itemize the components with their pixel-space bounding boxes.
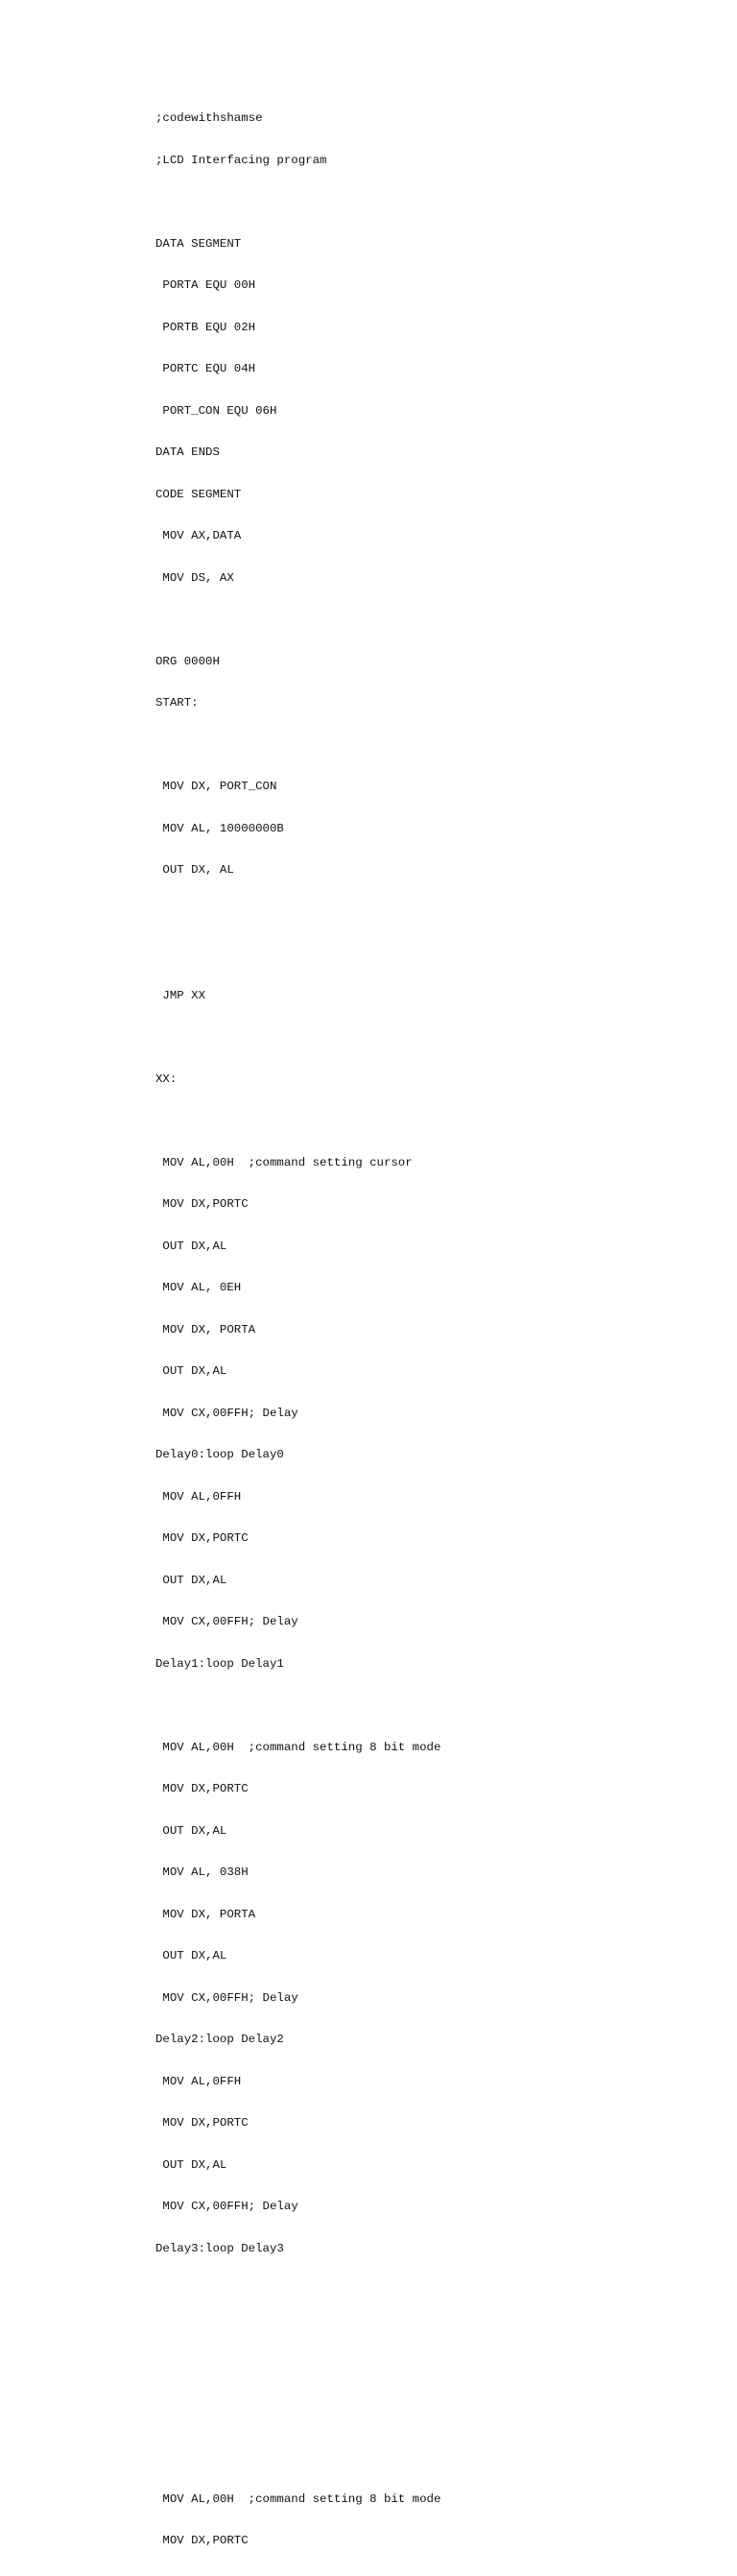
code-line [155, 2325, 693, 2340]
code-line: MOV AL,0FFH [155, 2074, 242, 2088]
code-line: MOV DS, AX [155, 570, 234, 585]
code-line: MOV CX,00FFH; Delay [155, 1990, 298, 2005]
code-line: XX: [155, 1071, 178, 1086]
code-line [155, 905, 693, 920]
code-line [155, 1114, 693, 1128]
code-line: START: [155, 696, 199, 710]
code-line: PORTA EQU 00H [155, 278, 256, 292]
code-line: MOV AL, 10000000B [155, 821, 284, 835]
code-line [155, 1030, 693, 1045]
code-line: PORTB EQU 02H [155, 320, 256, 334]
code-line: CODE SEGMENT [155, 487, 242, 501]
code-line [155, 738, 693, 753]
code-line: OUT DX,AL [155, 1823, 227, 1838]
code-line [155, 2450, 693, 2465]
code-line: OUT DX,AL [155, 1573, 227, 1587]
code-line: MOV DX, PORTA [155, 1322, 256, 1336]
code-line: MOV CX,00FFH; Delay [155, 1615, 298, 1628]
code-line: MOV DX,PORTC [155, 2116, 249, 2130]
code-line: MOV DX,PORTC [155, 1782, 249, 1795]
code-line: JMP XX [155, 988, 206, 1002]
code-line: MOV AL,00H ;command setting 8 bit mode [155, 2492, 441, 2506]
code-line: DATA ENDS [155, 445, 220, 459]
code-line: OUT DX, AL [155, 863, 234, 877]
code-line [155, 1698, 693, 1713]
code-line: MOV AL, 038H [155, 1866, 249, 1879]
code-line [155, 613, 693, 627]
code-line: MOV AL, 0EH [155, 1281, 242, 1294]
code-line: Delay2:loop Delay2 [155, 2033, 284, 2046]
code-line: MOV AL,0FFH [155, 1489, 242, 1504]
code-line: OUT DX,AL [155, 2157, 227, 2172]
code-line [155, 2283, 693, 2298]
code-line: MOV DX,PORTC [155, 2534, 249, 2547]
code-line: OUT DX,AL [155, 1239, 227, 1253]
code-line: MOV AL,00H ;command setting cursor [155, 1155, 413, 1169]
code-listing [155, 84, 693, 2576]
code-line: Delay0:loop Delay0 [155, 1448, 284, 1461]
code-line: MOV AL,00H ;command setting 8 bit mode [155, 1740, 441, 1754]
code-line: MOV CX,00FFH; Delay [155, 2200, 298, 2213]
code-line [155, 195, 693, 209]
code-line: ;codewithshamse [155, 111, 263, 125]
code-line: MOV CX,00FFH; Delay [155, 1406, 298, 1420]
code-line: MOV DX, PORTA [155, 1907, 256, 1921]
code-line [155, 947, 693, 961]
code-line [155, 2409, 693, 2423]
code-line: ;LCD Interfacing program [155, 153, 327, 167]
code-line: PORT_CON EQU 06H [155, 403, 277, 418]
code-line: MOV DX, PORT_CON [155, 780, 277, 793]
code-line: DATA SEGMENT [155, 236, 242, 251]
code-line: OUT DX,AL [155, 1364, 227, 1378]
code-line: Delay3:loop Delay3 [155, 2241, 284, 2255]
code-line [155, 2367, 693, 2381]
code-line: MOV DX,PORTC [155, 1531, 249, 1545]
code-line: PORTC EQU 04H [155, 362, 256, 375]
code-line: MOV DX,PORTC [155, 1197, 249, 1211]
code-line: MOV AX,DATA [155, 529, 242, 542]
code-line: Delay1:loop Delay1 [155, 1656, 284, 1671]
code-line: ORG 0000H [155, 654, 220, 668]
code-line: OUT DX,AL [155, 1949, 227, 1962]
